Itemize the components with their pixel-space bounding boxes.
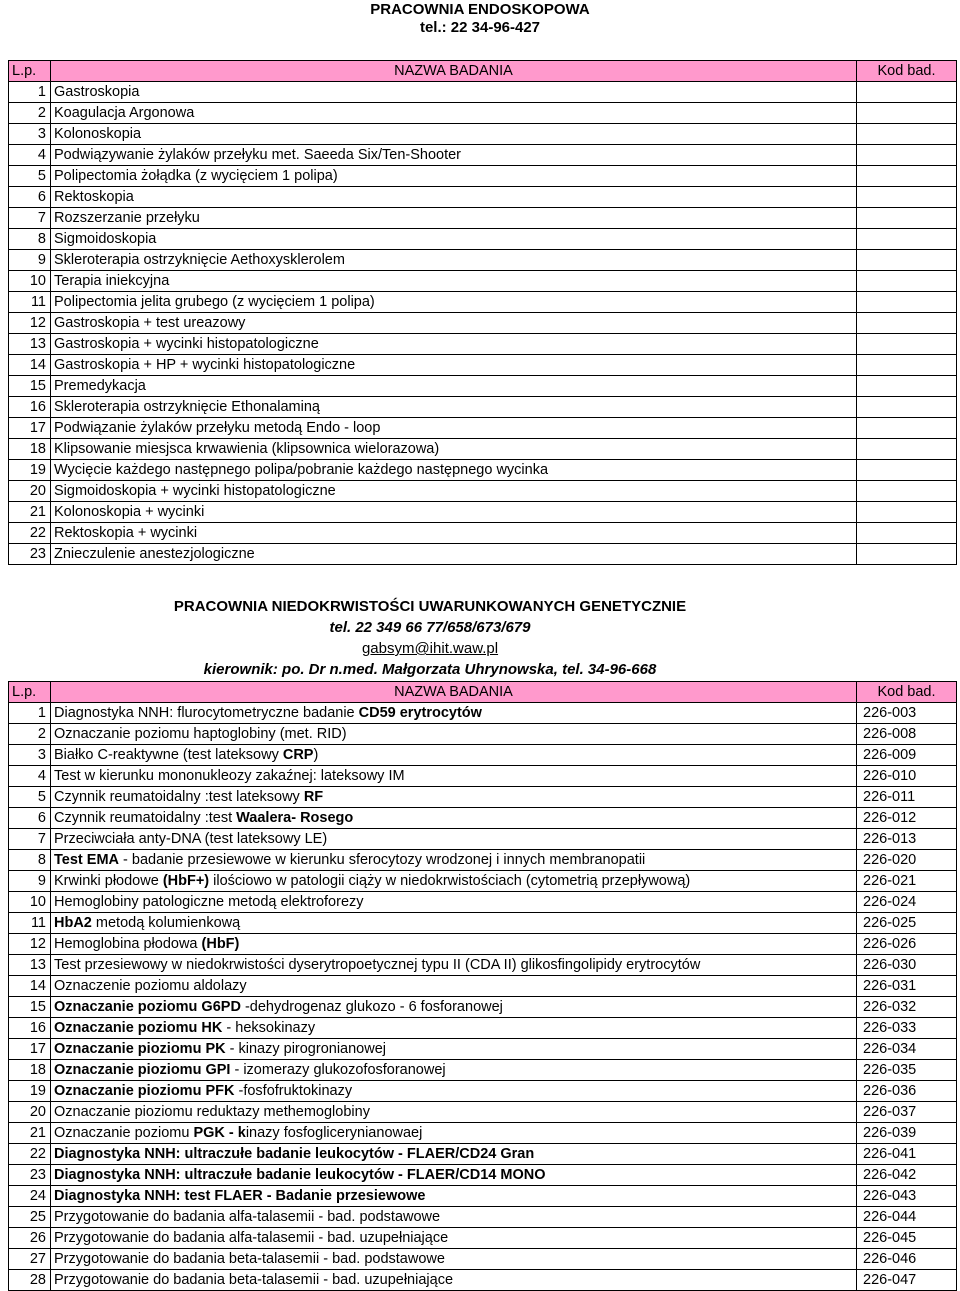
test-name bbox=[51, 871, 857, 892]
test-name-bold: Waalera- Rosego bbox=[236, 810, 354, 826]
row-number: 5 bbox=[9, 166, 51, 187]
test-name-text: Krwinki płodowe bbox=[54, 873, 163, 889]
table-row bbox=[9, 1144, 957, 1165]
test-name-bold: Oznaczanie pioziomu PFK bbox=[54, 1083, 235, 1099]
table-row bbox=[9, 976, 957, 997]
test-name: Podwiązywanie żylaków przełyku met. Saeeda Six/Ten-Shooter bbox=[51, 145, 857, 166]
test-name-suffix: -dehydrogenaz glukozo - 6 fosforanowej bbox=[240, 999, 503, 1015]
test-name bbox=[51, 934, 857, 955]
table-header-row bbox=[9, 682, 957, 703]
test-name: Gastroskopia + wycinki histopatologiczne bbox=[51, 334, 857, 355]
test-name-text: Czynnik reumatoidalny :test lateksowy bbox=[54, 789, 304, 805]
test-code bbox=[857, 271, 957, 292]
test-name-text: Przygotowanie do badania beta-talasemii - bad. uzupełniające bbox=[54, 1272, 454, 1288]
table-row bbox=[9, 808, 957, 829]
table-row bbox=[9, 502, 957, 523]
row-number: 2 bbox=[9, 103, 51, 124]
row-number: 13 bbox=[9, 334, 51, 355]
test-code bbox=[857, 544, 957, 565]
table-row bbox=[9, 1207, 957, 1228]
test-name bbox=[51, 997, 857, 1018]
test-code: 226-030 bbox=[857, 955, 957, 976]
table-row bbox=[9, 892, 957, 913]
row-number: 16 bbox=[9, 1018, 51, 1039]
table-row bbox=[9, 166, 957, 187]
test-name bbox=[51, 1270, 857, 1291]
test-code bbox=[857, 124, 957, 145]
row-number: 6 bbox=[9, 187, 51, 208]
endoscopy-title: PRACOWNIA ENDOSKOPOWA bbox=[370, 1, 590, 18]
test-name bbox=[51, 1039, 857, 1060]
test-code bbox=[857, 250, 957, 271]
test-name: Klipsowanie miesjsca krwawienia (klipsownica wielorazowa) bbox=[51, 439, 857, 460]
test-name-text: Oznaczanie pioziomu reduktazy methemoglobiny bbox=[54, 1104, 370, 1120]
table-row bbox=[9, 334, 957, 355]
test-name: Koagulacja Argonowa bbox=[51, 103, 857, 124]
row-number: 24 bbox=[9, 1186, 51, 1207]
test-name bbox=[51, 829, 857, 850]
test-name-bold: CRP bbox=[282, 747, 314, 763]
test-name: Znieczulenie anestezjologiczne bbox=[51, 544, 857, 565]
test-name-suffix: inazy fosfoglicerynianowaej bbox=[245, 1125, 423, 1141]
test-code: 226-025 bbox=[857, 913, 957, 934]
test-name-text: Przygotowanie do badania alfa-talasemii - bad. uzupełniające bbox=[54, 1230, 449, 1246]
table-row bbox=[9, 1039, 957, 1060]
table-row bbox=[9, 523, 957, 544]
test-name: Premedykacja bbox=[51, 376, 857, 397]
row-number: 22 bbox=[9, 1144, 51, 1165]
test-name-suffix: - kinazy pirogronianowej bbox=[225, 1041, 386, 1057]
test-name bbox=[51, 787, 857, 808]
row-number: 16 bbox=[9, 397, 51, 418]
test-code bbox=[857, 418, 957, 439]
header-name: NAZWA BADANIA bbox=[51, 682, 857, 703]
test-name-text: Diagnostyka NNH: flurocytometryczne badanie bbox=[54, 705, 359, 721]
table-row bbox=[9, 439, 957, 460]
test-code bbox=[857, 481, 957, 502]
table-row bbox=[9, 187, 957, 208]
test-code: 226-031 bbox=[857, 976, 957, 997]
row-number: 4 bbox=[9, 145, 51, 166]
test-code bbox=[857, 229, 957, 250]
table-row bbox=[9, 1081, 957, 1102]
test-name bbox=[51, 1249, 857, 1270]
table-row bbox=[9, 745, 957, 766]
test-name-bold: Diagnostyka NNH: ultraczułe badanie leukocytów - FLAER/CD24 Gran bbox=[54, 1146, 535, 1162]
test-name-text: Test przesiewowy w niedokrwistości dyserytropoetycznej typu II (CDA II) glikosfingolipidy erytrocytów bbox=[54, 957, 701, 973]
table-row bbox=[9, 292, 957, 313]
test-name-text: Przygotowanie do badania beta-talasemii - bad. podstawowe bbox=[54, 1251, 445, 1267]
row-number: 11 bbox=[9, 292, 51, 313]
row-number: 19 bbox=[9, 460, 51, 481]
test-name-bold: CD59 erytrocytów bbox=[358, 705, 482, 721]
table-row bbox=[9, 913, 957, 934]
test-code: 226-044 bbox=[857, 1207, 957, 1228]
test-name-bold: PGK - k bbox=[193, 1125, 246, 1141]
table-row bbox=[9, 229, 957, 250]
row-number: 3 bbox=[9, 124, 51, 145]
endoscopy-phone: tel.: 22 34-96-427 bbox=[419, 19, 541, 36]
test-name: Skleroterapia ostrzyknięcie Ethonalaminą bbox=[51, 397, 857, 418]
anemia-lab-email[interactable]: gabsym@ihit.waw.pl bbox=[361, 640, 499, 657]
table-row bbox=[9, 997, 957, 1018]
test-name-suffix: -fosfofruktokinazy bbox=[234, 1083, 353, 1099]
test-name-bold: Oznaczanie pioziomu PK bbox=[54, 1041, 226, 1057]
test-name-bold: (HbF+) bbox=[162, 873, 210, 889]
test-name: Kolonoskopia + wycinki bbox=[51, 502, 857, 523]
row-number: 20 bbox=[9, 1102, 51, 1123]
test-name bbox=[51, 745, 857, 766]
test-name-suffix: - heksokinazy bbox=[222, 1020, 316, 1036]
test-name-text: Oznaczenie poziomu aldolazy bbox=[54, 978, 247, 994]
test-code: 226-042 bbox=[857, 1165, 957, 1186]
test-name-suffix: ilościowo w patologii ciąży w niedokrwistościach (cytometrią przepływową) bbox=[209, 873, 691, 889]
test-name: Podwiązanie żylaków przełyku metodą Endo - loop bbox=[51, 418, 857, 439]
table-row bbox=[9, 1228, 957, 1249]
test-name bbox=[51, 1186, 857, 1207]
test-code: 226-020 bbox=[857, 850, 957, 871]
test-name-bold: Oznaczanie poziomu G6PD bbox=[54, 999, 241, 1015]
test-name bbox=[51, 1228, 857, 1249]
test-name bbox=[51, 766, 857, 787]
row-number: 14 bbox=[9, 355, 51, 376]
table-row bbox=[9, 418, 957, 439]
test-code: 226-046 bbox=[857, 1249, 957, 1270]
test-name bbox=[51, 1207, 857, 1228]
header-code: Kod bad. bbox=[857, 61, 957, 82]
row-number: 9 bbox=[9, 250, 51, 271]
test-code: 226-012 bbox=[857, 808, 957, 829]
row-number: 17 bbox=[9, 1039, 51, 1060]
test-code: 226-034 bbox=[857, 1039, 957, 1060]
test-name-bold: (HbF) bbox=[201, 936, 240, 952]
table-row bbox=[9, 376, 957, 397]
table-row bbox=[9, 1165, 957, 1186]
test-name bbox=[51, 703, 857, 724]
test-name: Polipectomia jelita grubego (z wycięciem 1 polipa) bbox=[51, 292, 857, 313]
test-name: Polipectomia żołądka (z wycięciem 1 polipa) bbox=[51, 166, 857, 187]
test-name bbox=[51, 976, 857, 997]
table-row bbox=[9, 703, 957, 724]
anemia-lab-phone: tel. 22 349 66 77/658/673/679 bbox=[329, 619, 531, 636]
test-name-bold: Oznaczanie pioziomu GPI bbox=[54, 1062, 231, 1078]
test-code bbox=[857, 397, 957, 418]
table-row bbox=[9, 145, 957, 166]
test-name bbox=[51, 1018, 857, 1039]
test-name-text: Czynnik reumatoidalny :test bbox=[54, 810, 237, 826]
table-row bbox=[9, 787, 957, 808]
table-row bbox=[9, 850, 957, 871]
table-header-row bbox=[9, 61, 957, 82]
test-code: 226-036 bbox=[857, 1081, 957, 1102]
test-code: 226-033 bbox=[857, 1018, 957, 1039]
row-number: 21 bbox=[9, 1123, 51, 1144]
test-name-suffix: ) bbox=[313, 747, 319, 763]
test-name bbox=[51, 1102, 857, 1123]
table-row bbox=[9, 1270, 957, 1291]
table-row bbox=[9, 355, 957, 376]
test-name bbox=[51, 892, 857, 913]
test-name-bold: Diagnostyka NNH: test FLAER - Badanie przesiewowe bbox=[54, 1188, 426, 1204]
test-name-suffix: metodą kolumienkową bbox=[91, 915, 241, 931]
test-code bbox=[857, 292, 957, 313]
test-code: 226-037 bbox=[857, 1102, 957, 1123]
test-name: Gastroskopia + HP + wycinki histopatologiczne bbox=[51, 355, 857, 376]
table-row bbox=[9, 460, 957, 481]
test-name bbox=[51, 1060, 857, 1081]
test-name: Rektoskopia bbox=[51, 187, 857, 208]
table-row bbox=[9, 397, 957, 418]
row-number: 22 bbox=[9, 523, 51, 544]
row-number: 23 bbox=[9, 544, 51, 565]
header-name: NAZWA BADANIA bbox=[51, 61, 857, 82]
test-code: 226-039 bbox=[857, 1123, 957, 1144]
test-code: 226-045 bbox=[857, 1228, 957, 1249]
table-row bbox=[9, 82, 957, 103]
test-name-suffix: - badanie przesiewowe w kierunku sferocytozy wrodzonej i innych membranopatii bbox=[119, 852, 646, 868]
table-row bbox=[9, 1018, 957, 1039]
table-row bbox=[9, 955, 957, 976]
test-code: 226-047 bbox=[857, 1270, 957, 1291]
table-row bbox=[9, 124, 957, 145]
test-name-text: Przeciwciała anty-DNA (test lateksowy LE) bbox=[54, 831, 328, 847]
test-code: 226-013 bbox=[857, 829, 957, 850]
test-name-suffix: - izomerazy glukozofosforanowej bbox=[230, 1062, 446, 1078]
header-lp: L.p. bbox=[9, 682, 51, 703]
table-row bbox=[9, 544, 957, 565]
test-code bbox=[857, 334, 957, 355]
test-code bbox=[857, 145, 957, 166]
test-name bbox=[51, 1165, 857, 1186]
test-code bbox=[857, 166, 957, 187]
row-number: 11 bbox=[9, 913, 51, 934]
row-number: 4 bbox=[9, 766, 51, 787]
row-number: 13 bbox=[9, 955, 51, 976]
test-code: 226-043 bbox=[857, 1186, 957, 1207]
test-name bbox=[51, 1144, 857, 1165]
test-code: 226-021 bbox=[857, 871, 957, 892]
test-name-text: Hemoglobiny patologiczne metodą elektroforezy bbox=[54, 894, 364, 910]
table-row bbox=[9, 1249, 957, 1270]
test-name: Wycięcie każdego następnego polipa/pobranie każdego następnego wycinka bbox=[51, 460, 857, 481]
table-row bbox=[9, 313, 957, 334]
table-row bbox=[9, 724, 957, 745]
test-code: 226-009 bbox=[857, 745, 957, 766]
test-name-bold: RF bbox=[303, 789, 324, 805]
test-code bbox=[857, 187, 957, 208]
test-code bbox=[857, 313, 957, 334]
row-number: 10 bbox=[9, 892, 51, 913]
header-lp: L.p. bbox=[9, 61, 51, 82]
test-code: 226-032 bbox=[857, 997, 957, 1018]
row-number: 5 bbox=[9, 787, 51, 808]
test-name: Gastroskopia bbox=[51, 82, 857, 103]
test-name-text: Oznaczanie poziomu haptoglobiny (met. RID) bbox=[54, 726, 347, 742]
row-number: 12 bbox=[9, 313, 51, 334]
row-number: 12 bbox=[9, 934, 51, 955]
anemia-lab-title: PRACOWNIA NIEDOKRWISTOŚCI UWARUNKOWANYCH GENETYCZNIE bbox=[173, 598, 687, 615]
test-name-text: Białko C-reaktywne (test lateksowy bbox=[54, 747, 283, 763]
table-row bbox=[9, 829, 957, 850]
row-number: 8 bbox=[9, 850, 51, 871]
row-number: 10 bbox=[9, 271, 51, 292]
table-row bbox=[9, 250, 957, 271]
row-number: 15 bbox=[9, 997, 51, 1018]
row-number: 6 bbox=[9, 808, 51, 829]
row-number: 20 bbox=[9, 481, 51, 502]
row-number: 9 bbox=[9, 871, 51, 892]
row-number: 1 bbox=[9, 703, 51, 724]
test-name: Sigmoidoskopia + wycinki histopatologiczne bbox=[51, 481, 857, 502]
row-number: 7 bbox=[9, 829, 51, 850]
test-name-bold: Diagnostyka NNH: ultraczułe badanie leukocytów - FLAER/CD14 MONO bbox=[54, 1167, 546, 1183]
table-row bbox=[9, 103, 957, 124]
anemia-lab-head: kierownik: po. Dr n.med. Małgorzata Uhrynowska, tel. 34-96-668 bbox=[203, 661, 657, 678]
table-row bbox=[9, 1186, 957, 1207]
row-number: 18 bbox=[9, 1060, 51, 1081]
row-number: 7 bbox=[9, 208, 51, 229]
table-row bbox=[9, 271, 957, 292]
test-name-bold: Test EMA bbox=[54, 852, 119, 868]
test-code: 226-011 bbox=[857, 787, 957, 808]
test-code bbox=[857, 103, 957, 124]
test-name-text: Test w kierunku mononukleozy zakaźnej: lateksowy IM bbox=[54, 768, 405, 784]
endoscopy-table bbox=[8, 60, 957, 565]
row-number: 28 bbox=[9, 1270, 51, 1291]
row-number: 21 bbox=[9, 502, 51, 523]
table-row bbox=[9, 481, 957, 502]
anemia-table bbox=[8, 681, 957, 1291]
test-code: 226-035 bbox=[857, 1060, 957, 1081]
test-name: Sigmoidoskopia bbox=[51, 229, 857, 250]
test-name: Rozszerzanie przełyku bbox=[51, 208, 857, 229]
row-number: 18 bbox=[9, 439, 51, 460]
test-name bbox=[51, 1123, 857, 1144]
test-name-bold: HbA2 bbox=[54, 915, 92, 931]
test-code bbox=[857, 376, 957, 397]
row-number: 15 bbox=[9, 376, 51, 397]
test-code bbox=[857, 523, 957, 544]
test-name-text: Hemoglobina płodowa bbox=[54, 936, 202, 952]
row-number: 17 bbox=[9, 418, 51, 439]
table-row bbox=[9, 871, 957, 892]
test-code bbox=[857, 439, 957, 460]
table-row bbox=[9, 208, 957, 229]
test-name bbox=[51, 955, 857, 976]
row-number: 27 bbox=[9, 1249, 51, 1270]
test-name bbox=[51, 850, 857, 871]
row-number: 8 bbox=[9, 229, 51, 250]
table-row bbox=[9, 1123, 957, 1144]
row-number: 2 bbox=[9, 724, 51, 745]
row-number: 14 bbox=[9, 976, 51, 997]
test-name bbox=[51, 1081, 857, 1102]
test-name bbox=[51, 913, 857, 934]
test-name: Terapia iniekcyjna bbox=[51, 271, 857, 292]
test-code bbox=[857, 355, 957, 376]
test-name-text: Przygotowanie do badania alfa-talasemii - bad. podstawowe bbox=[54, 1209, 441, 1225]
test-name-text: Oznaczanie poziomu bbox=[54, 1125, 194, 1141]
test-name bbox=[51, 808, 857, 829]
header-code: Kod bad. bbox=[857, 682, 957, 703]
table-row bbox=[9, 1060, 957, 1081]
test-name-bold: Oznaczanie poziomu HK bbox=[54, 1020, 223, 1036]
test-name bbox=[51, 724, 857, 745]
row-number: 3 bbox=[9, 745, 51, 766]
test-code: 226-003 bbox=[857, 703, 957, 724]
test-code: 226-008 bbox=[857, 724, 957, 745]
test-name: Kolonoskopia bbox=[51, 124, 857, 145]
test-code: 226-026 bbox=[857, 934, 957, 955]
test-name: Rektoskopia + wycinki bbox=[51, 523, 857, 544]
test-code: 226-024 bbox=[857, 892, 957, 913]
test-code: 226-041 bbox=[857, 1144, 957, 1165]
table-row bbox=[9, 766, 957, 787]
row-number: 25 bbox=[9, 1207, 51, 1228]
test-code bbox=[857, 208, 957, 229]
test-name: Skleroterapia ostrzyknięcie Aethoxysklerolem bbox=[51, 250, 857, 271]
table-row bbox=[9, 1102, 957, 1123]
test-code: 226-010 bbox=[857, 766, 957, 787]
test-code bbox=[857, 460, 957, 481]
row-number: 19 bbox=[9, 1081, 51, 1102]
test-code bbox=[857, 502, 957, 523]
row-number: 23 bbox=[9, 1165, 51, 1186]
row-number: 26 bbox=[9, 1228, 51, 1249]
table-row bbox=[9, 934, 957, 955]
test-code bbox=[857, 82, 957, 103]
test-name: Gastroskopia + test ureazowy bbox=[51, 313, 857, 334]
row-number: 1 bbox=[9, 82, 51, 103]
